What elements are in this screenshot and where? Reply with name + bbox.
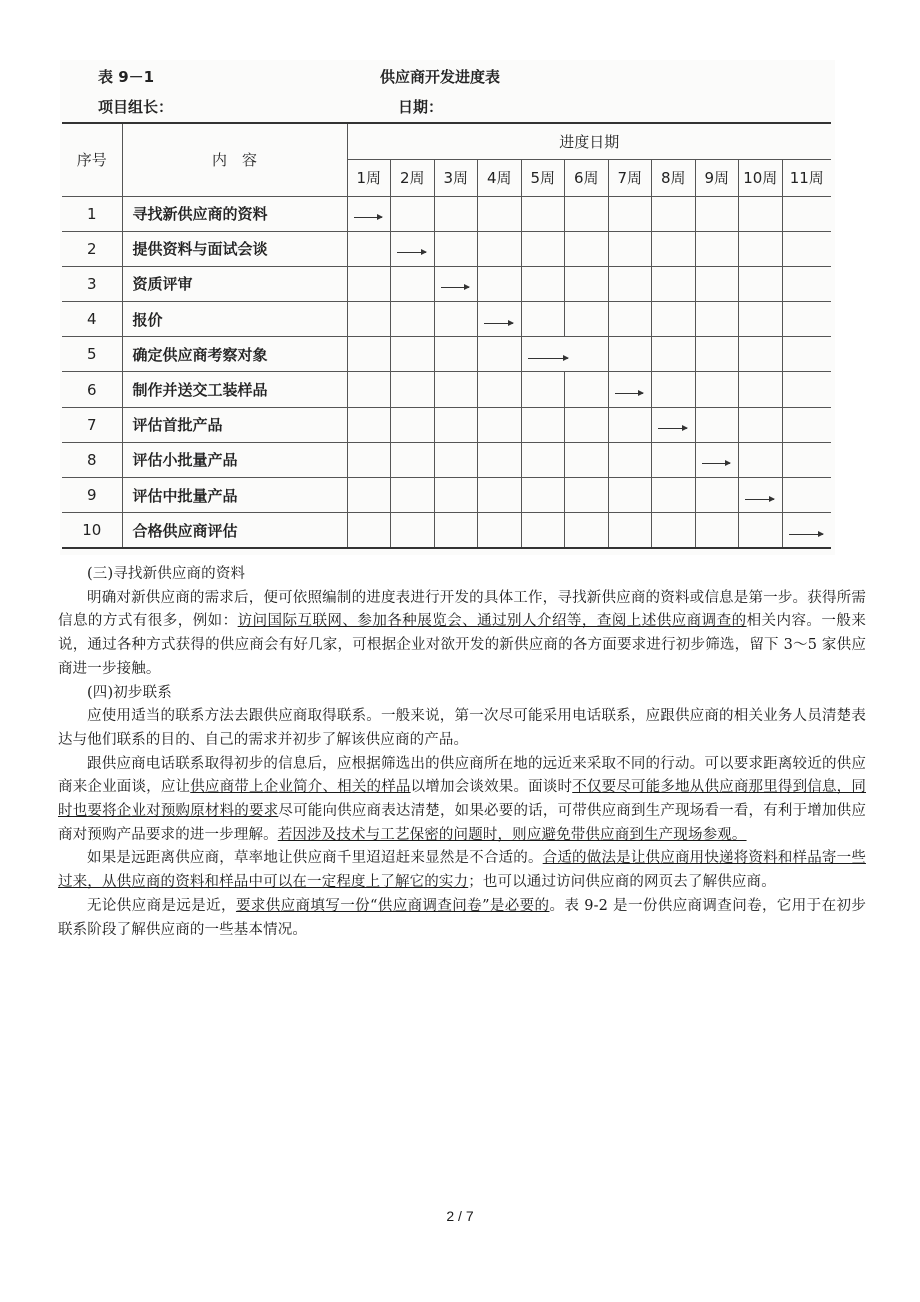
progress-arrow — [658, 428, 687, 429]
schedule-cell — [434, 513, 478, 548]
schedule-cell — [391, 478, 435, 513]
schedule-cell — [434, 407, 478, 442]
row-seq: 9 — [62, 478, 122, 513]
schedule-cell — [478, 372, 522, 407]
row-seq: 5 — [62, 337, 122, 372]
schedule-cell — [782, 302, 831, 337]
schedule-cell — [565, 266, 609, 301]
row-content: 评估小批量产品 — [122, 442, 347, 477]
schedule-cell — [478, 442, 522, 477]
schedule-cell — [652, 337, 696, 372]
schedule-cell — [608, 372, 652, 407]
schedule-cell — [347, 266, 391, 301]
table-row — [62, 196, 831, 231]
schedule-cell — [565, 372, 609, 407]
row-seq: 3 — [62, 266, 122, 301]
schedule-cell — [434, 478, 478, 513]
schedule-cell — [739, 266, 783, 301]
row-content: 制作并送交工装样品 — [122, 372, 347, 407]
schedule-cell — [478, 196, 522, 231]
schedule-cell — [739, 372, 783, 407]
schedule-cell — [652, 196, 696, 231]
week-header: 9周 — [695, 159, 739, 196]
schedule-cell — [695, 196, 739, 231]
schedule-cell — [739, 196, 783, 231]
row-seq: 10 — [62, 513, 122, 548]
schedule-cell — [739, 302, 783, 337]
paragraph: 明确对新供应商的需求后，便可依照编制的进度表进行开发的具体工作，寻找新供应商的资料或信息是第一步。获得所需信息的方式有很多，例如：访问国际互联网、参加各种展览会、通过别人介绍等，查阅上述供应商调查的相关内容。一般来说，通过各种方式获得的供应商会有好几家，可根据企业对欲开发的新供应商的各方面要求进行初步筛选，留下 3～5 家供应商进一步接触。 — [58, 589, 866, 677]
table-row — [62, 231, 831, 266]
schedule-cell — [565, 478, 609, 513]
schedule-cell — [391, 337, 435, 372]
schedule-cell — [521, 231, 565, 266]
progress-arrow — [354, 217, 383, 218]
schedule-cell — [782, 231, 831, 266]
schedule-cell — [739, 407, 783, 442]
schedule-cell — [434, 302, 478, 337]
table-row — [62, 478, 831, 513]
date-label: 日期： — [398, 98, 444, 116]
table-row — [62, 266, 831, 301]
schedule-cell — [391, 231, 435, 266]
schedule-cell — [434, 337, 478, 372]
schedule-cell — [782, 407, 831, 442]
row-seq: 4 — [62, 302, 122, 337]
schedule-cell — [782, 478, 831, 513]
progress-arrow — [528, 358, 568, 359]
schedule-cell — [521, 442, 565, 477]
table-row — [62, 407, 831, 442]
paragraph: 跟供应商电话联系取得初步的信息后，应根据筛选出的供应商所在地的远近来采取不同的行动。可以要求距离较近的供应商来企业面谈，应让供应商带上企业简介、相关的样品以增加会谈效果。面谈时不仅要尽可能多地从供应商那里得到信息，同时也要将企业对预购原材料的要求尽可能向供应商表达清楚，如果必要的话，可带供应商到生产现场看一看，有利于增加供应商对预购产品要求的进一步理解。若因涉及技术与工艺保密的问题时，则应避免带供应商到生产现场参观。 — [58, 755, 867, 843]
progress-arrow — [484, 323, 513, 324]
progress-arrow — [397, 252, 426, 253]
row-content: 资质评审 — [122, 266, 347, 301]
row-content: 评估首批产品 — [122, 407, 347, 442]
paragraph: 应使用适当的联系方法去跟供应商取得联系。一般来说，第一次尽可能采用电话联系，应跟供应商的相关业务人员清楚表达与他们联系的目的、自己的需求并初步了解该供应商的产品。 — [58, 708, 866, 748]
schedule-cell — [391, 442, 435, 477]
schedule-cell — [565, 407, 609, 442]
schedule-cell — [782, 337, 831, 372]
table-title: 供应商开发进度表 — [380, 68, 501, 86]
schedule-cell — [782, 266, 831, 301]
schedule-cell — [347, 513, 391, 548]
page-number: 2 / 7 — [446, 1208, 474, 1224]
row-content: 评估中批量产品 — [122, 478, 347, 513]
schedule-cell — [521, 302, 565, 337]
schedule-cell — [695, 513, 739, 548]
schedule-cell — [739, 513, 783, 548]
week-header: 6周 — [565, 159, 609, 196]
schedule-cell — [521, 513, 565, 548]
schedule-cell — [608, 231, 652, 266]
table-row — [62, 337, 831, 372]
schedule-cell — [391, 302, 435, 337]
schedule-cell — [347, 231, 391, 266]
schedule-cell — [478, 302, 522, 337]
schedule-cell — [695, 266, 739, 301]
table-row — [62, 442, 831, 477]
schedule-cell — [565, 442, 609, 477]
schedule-cell — [695, 231, 739, 266]
schedule-cell — [652, 372, 696, 407]
schedule-cell — [478, 231, 522, 266]
schedule-cell — [782, 442, 831, 477]
progress-arrow — [789, 534, 824, 535]
schedule-cell — [565, 231, 609, 266]
week-header: 4周 — [478, 159, 522, 196]
table-row — [62, 513, 831, 548]
schedule-cell — [521, 407, 565, 442]
schedule-cell — [521, 337, 608, 372]
schedule-cell — [565, 196, 609, 231]
schedule-cell — [478, 266, 522, 301]
schedule-cell — [391, 407, 435, 442]
week-header: 10周 — [739, 159, 783, 196]
schedule-cell — [521, 266, 565, 301]
week-header: 3周 — [434, 159, 478, 196]
schedule-cell — [565, 302, 609, 337]
row-content: 确定供应商考察对象 — [122, 337, 347, 372]
row-content: 寻找新供应商的资料 — [122, 196, 347, 231]
schedule-cell — [347, 196, 391, 231]
schedule-cell — [739, 442, 783, 477]
schedule-cell — [652, 231, 696, 266]
body-text — [58, 563, 866, 942]
schedule-cell — [434, 442, 478, 477]
table-label: 表 9－1 — [98, 68, 155, 86]
schedule-cell — [739, 478, 783, 513]
row-seq: 8 — [62, 442, 122, 477]
week-header: 5周 — [521, 159, 565, 196]
schedule-cell — [521, 372, 565, 407]
paragraph: 如果是远距离供应商，草率地让供应商千里迢迢赶来显然是不合适的。合适的做法是让供应商用快递将资料和样品寄一些过来，从供应商的资料和样品中可以在一定程度上了解它的实力；也可以通过访问供应商的网页去了解供应商。 — [58, 850, 866, 891]
schedule-cell — [391, 513, 435, 548]
project-leader-label: 项目组长： — [98, 98, 174, 116]
header-seq: 序号 — [62, 123, 122, 196]
schedule-cell — [521, 478, 565, 513]
progress-arrow — [745, 499, 774, 500]
schedule-cell — [608, 407, 652, 442]
schedule-cell — [478, 337, 522, 372]
schedule-cell — [608, 196, 652, 231]
row-seq: 1 — [62, 196, 122, 231]
schedule-cell — [347, 337, 391, 372]
schedule-cell — [652, 266, 696, 301]
schedule-cell — [695, 478, 739, 513]
schedule-cell — [608, 478, 652, 513]
schedule-cell — [782, 372, 831, 407]
schedule-cell — [434, 196, 478, 231]
schedule-cell — [695, 442, 739, 477]
progress-arrow — [702, 463, 731, 464]
schedule-cell — [782, 513, 831, 548]
row-content: 提供资料与面试会谈 — [122, 231, 347, 266]
schedule-cell — [391, 372, 435, 407]
schedule-cell — [608, 442, 652, 477]
schedule-cell — [565, 513, 609, 548]
schedule-cell — [521, 196, 565, 231]
header-schedule: 进度日期 — [347, 123, 831, 159]
week-header: 2周 — [391, 159, 435, 196]
section-heading-4: (四)初步联系 — [87, 684, 172, 701]
week-header: 7周 — [608, 159, 652, 196]
schedule-cell — [434, 266, 478, 301]
row-seq: 6 — [62, 372, 122, 407]
schedule-cell — [347, 442, 391, 477]
week-header: 8周 — [652, 159, 696, 196]
schedule-cell — [478, 513, 522, 548]
schedule-cell — [652, 302, 696, 337]
week-header: 11周 — [782, 159, 831, 196]
schedule-cell — [478, 407, 522, 442]
row-seq: 2 — [62, 231, 122, 266]
schedule-cell — [695, 407, 739, 442]
row-content: 合格供应商评估 — [122, 513, 347, 548]
schedule-cell — [782, 196, 831, 231]
header-content: 内 容 — [122, 123, 347, 196]
schedule-cell — [695, 302, 739, 337]
section-heading-3: (三)寻找新供应商的资料 — [87, 566, 246, 582]
schedule-cell — [434, 231, 478, 266]
progress-arrow — [615, 393, 644, 394]
schedule-cell — [347, 302, 391, 337]
progress-arrow — [441, 287, 470, 288]
week-header: 1周 — [347, 159, 391, 196]
schedule-cell — [391, 196, 435, 231]
row-content: 报价 — [122, 302, 347, 337]
schedule-cell — [608, 266, 652, 301]
schedule-cell — [739, 231, 783, 266]
schedule-cell — [695, 337, 739, 372]
schedule-cell — [739, 337, 783, 372]
schedule-cell — [434, 372, 478, 407]
schedule-cell — [608, 337, 652, 372]
schedule-cell — [652, 442, 696, 477]
supplier-development-schedule-table — [62, 122, 831, 549]
schedule-cell — [347, 407, 391, 442]
table-row — [62, 372, 831, 407]
row-seq: 7 — [62, 407, 122, 442]
schedule-cell — [608, 513, 652, 548]
table-row — [62, 302, 831, 337]
paragraph: 无论供应商是远是近，要求供应商填写一份“供应商调查问卷”是必要的。表 9-2 是一份供应商调查问卷，它用于在初步联系阶段了解供应商的一些基本情况。 — [58, 897, 867, 938]
schedule-cell — [608, 302, 652, 337]
schedule-cell — [347, 372, 391, 407]
schedule-cell — [347, 478, 391, 513]
schedule-cell — [391, 266, 435, 301]
schedule-cell — [652, 513, 696, 548]
schedule-cell — [478, 478, 522, 513]
schedule-cell — [652, 407, 696, 442]
schedule-cell — [652, 478, 696, 513]
schedule-cell — [695, 372, 739, 407]
